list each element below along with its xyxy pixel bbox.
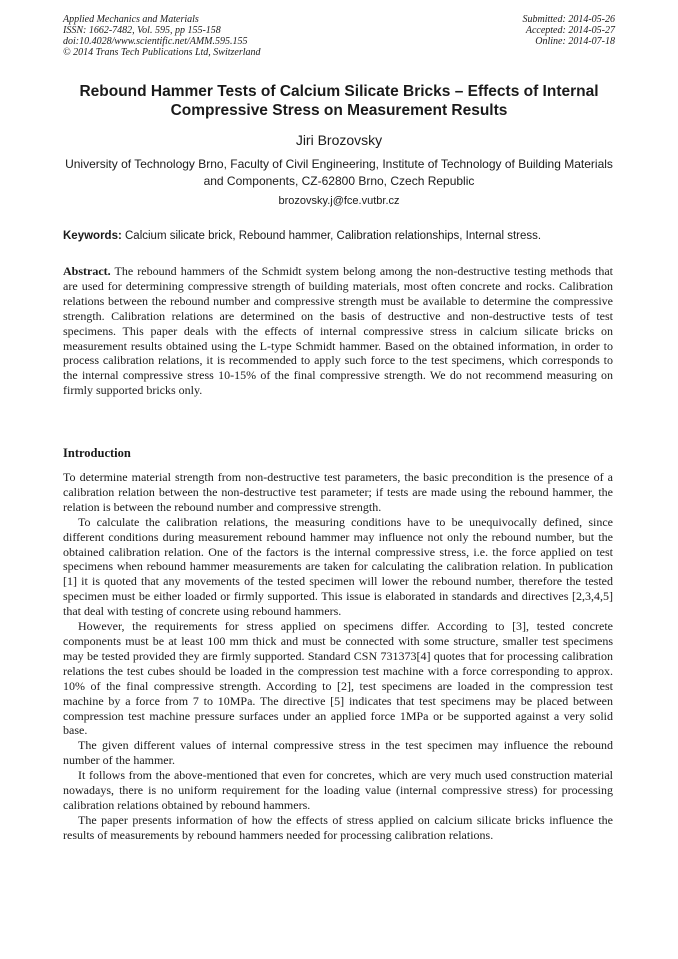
doi-line: doi:10.4028/www.scientific.net/AMM.595.155 bbox=[63, 36, 248, 47]
intro-paragraph: The paper presents information of how the effects of stress applied on calcium silicate bricks influence the results of measurements by rebound hammers needed for processing calibration relations. bbox=[63, 812, 613, 842]
author-email: brozovsky.j@fce.vutbr.cz bbox=[278, 195, 400, 207]
issn-line: ISSN: 1662-7482, Vol. 595, pp 155-158 bbox=[63, 25, 221, 36]
intro-paragraph: However, the requirements for stress applied on specimens differ. According to [3], tested concrete components must be at least 100 mm thick and must be connected with some structure, smaller test specimens may be tested provided they are firmly supported. Standard CSN 731373[4] quotes that for processing calibration relations the test cubes should be loaded in the compression test machine with a force corresponding to approx. 10% of the final compressive strength. According to [2], test specimens are loaded in the compression test machine by a force from 7 to 10MPa. The directive [5] indicates that test specimens may be placed between compression test machine pressure surfaces under an applied force 1MPa or be supported against a very solid base. bbox=[63, 619, 613, 738]
paper-title: Rebound Hammer Tests of Calcium Silicate Bricks – Effects of Internal Compressive Stress on Measurement Results bbox=[79, 83, 599, 119]
keywords bbox=[63, 229, 623, 243]
affiliation: University of Technology Brno, Faculty of Civil Engineering, Institute of Technology of Building Materials and Components, CZ-62800 Brno, Czech Republic bbox=[65, 157, 613, 188]
copyright-line: © 2014 Trans Tech Publications Ltd, Switzerland bbox=[63, 47, 261, 58]
introduction-body bbox=[63, 470, 613, 843]
submitted-date: Submitted: 2014-05-26 bbox=[522, 14, 615, 25]
intro-paragraph: To determine material strength from non-destructive test parameters, the basic precondition is the presence of a calibration relation between the non-destructive test parameter; if tests are made using the rebound hammer, the relation is between the rebound number and compressive strength. bbox=[63, 470, 613, 514]
dates-header bbox=[375, 14, 615, 47]
journal-name: Applied Mechanics and Materials bbox=[63, 14, 199, 25]
keywords-label: Keywords: bbox=[63, 230, 122, 242]
abstract bbox=[63, 264, 613, 398]
author-name: Jiri Brozovsky bbox=[295, 132, 383, 148]
abstract-text: The rebound hammers of the Schmidt system belong among the non-destructive testing methods that are used for determining compressive strength of building materials, most often concrete and rocks. Calibration relations between the rebound number and compressive strength must be available to determine the compressive strength. Calibration relations are determined on the basis of destructive and non-destructive tests of test specimens. This paper deals with the effects of internal compressive stress in calcium silicate bricks on measurement results obtained using the L-type Schmidt hammer. Based on the obtained information, in order to process calibration relations, it is recommended to apply such force to the test specimens, which corresponds to the internal compressive stress 10-15% of the final compressive strength. We do not recommend measuring on firmly supported bricks only. bbox=[63, 264, 613, 398]
keywords-text: Calcium silicate brick, Rebound hammer, Calibration relationships, Internal stress. bbox=[121, 230, 542, 242]
online-date: Online: 2014-07-18 bbox=[535, 36, 615, 47]
journal-header bbox=[63, 14, 383, 58]
intro-paragraph: It follows from the above-mentioned that even for concretes, which are very much used construction material nowadays, there is no uniform requirement for the loading value (internal compressive stress) for processing calibration relations obtained by rebound hammers. bbox=[63, 768, 613, 812]
intro-paragraph: To calculate the calibration relations, the measuring conditions have to be unequivocally defined, since different conditions during measurement rebound hammer may influence not only the rebound number, but the obtained calibration relation. One of the factors is the internal compressive stress, i.e. the force applied on test specimens when rebound hammer measurements are taken for calculating the calibration relation. In publication [1] it is quoted that any movements of the tested specimen will lower the rebound number, therefore the tested specimen must be either loaded or firmly supported. This issue is elaborated in standards and directives [2,3,4,5] that deal with testing of concrete using rebound hammers. bbox=[63, 514, 613, 619]
accepted-date: Accepted: 2014-05-27 bbox=[525, 25, 615, 36]
section-heading-introduction: Introduction bbox=[63, 446, 131, 460]
abstract-label: Abstract. bbox=[63, 264, 111, 278]
intro-paragraph: The given different values of internal compressive stress in the test specimen may influence the rebound number of the hammer. bbox=[63, 738, 613, 768]
